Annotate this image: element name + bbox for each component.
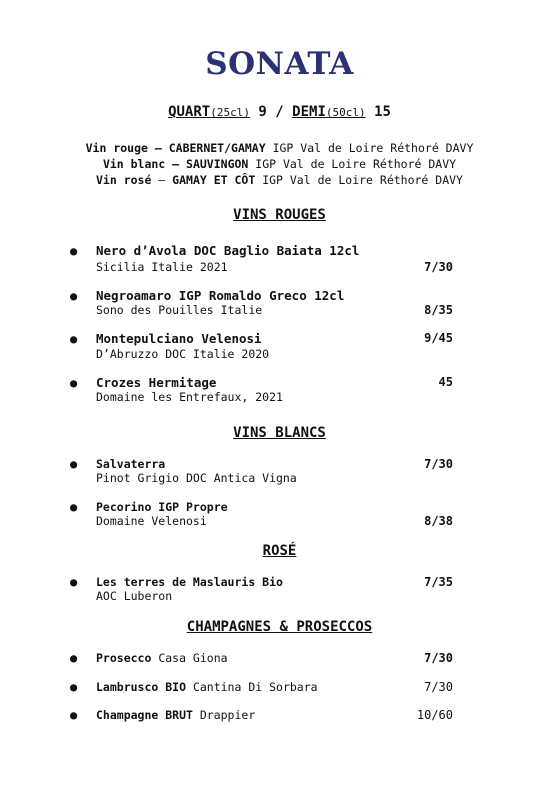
wine-name: Champagne BRUT Drappier (96, 708, 256, 722)
bullet: ● (70, 651, 78, 665)
wine-price: 8/35 (424, 303, 453, 317)
demi-size: (50cl) (325, 106, 366, 119)
wine-name: Prosecco Casa Giona (96, 651, 228, 665)
bullet: ● (70, 244, 78, 258)
quart-size: (25cl) (210, 106, 250, 119)
wine-price: 7/30 (424, 651, 453, 665)
section-title-rose: ROSÉ (262, 543, 297, 559)
section-title-vins-rouges: VINS ROUGES (233, 207, 326, 223)
wine-name: Lambrusco BIO Cantina Di Sorbara (96, 680, 318, 694)
bullet: ● (70, 376, 78, 390)
bullet: ● (70, 575, 78, 589)
wine-name: Nero d’Avola DOC Baglio Baiata 12cl (96, 243, 360, 258)
wine-price: 8/38 (424, 514, 453, 528)
bullet: ● (70, 457, 78, 471)
wine-origin: Sono des Pouilles Italie (96, 303, 263, 317)
wine-origin: D’Abruzzo DOC Italie 2020 (96, 347, 270, 361)
quart-separator: / (275, 104, 284, 120)
quart-label: QUART (168, 104, 211, 120)
wine-origin: AOC Luberon (96, 589, 173, 603)
wine-name: Negroamaro IGP Romaldo Greco 12cl (96, 288, 345, 303)
bullet: ● (70, 680, 78, 694)
house-wine-rose: Vin rosé – GAMAY ET CÔT IGP Val de Loire Réthoré DAVY (96, 173, 463, 187)
wine-name: Salvaterra (96, 457, 166, 471)
wine-price: 7/30 (424, 457, 453, 471)
wine-name: Pecorino IGP Propre (96, 500, 228, 514)
wine-price: 7/35 (424, 575, 453, 589)
wine-origin: Domaine les Entrefaux, 2021 (96, 390, 283, 404)
demi-price: 15 (374, 104, 391, 120)
section-title-vins-blancs: VINS BLANCS (233, 425, 326, 441)
wine-origin: Domaine Velenosi (96, 514, 207, 528)
bullet: ● (70, 500, 78, 514)
wine-name: Montepulciano Velenosi (96, 331, 262, 346)
house-wine-blanc: Vin blanc – SAUVINGON IGP Val de Loire Réthoré DAVY (102, 157, 457, 171)
wine-price: 10/60 (416, 708, 453, 722)
logo: SONATA (205, 46, 354, 82)
house-wine-rouge: Vin rouge – CABERNET/GAMAY IGP Val de Loire Réthoré DAVY (85, 141, 474, 155)
quart-demi-header (0, 104, 559, 120)
wine-price: 45 (438, 375, 453, 389)
wine-price: 7/30 (424, 260, 453, 274)
section-title-champagnes: CHAMPAGNES & PROSECCOS (186, 619, 373, 635)
bullet: ● (70, 332, 78, 346)
bullet: ● (70, 708, 78, 722)
quart-price: 9 (258, 104, 267, 120)
wine-name: Les terres de Maslauris Bio (96, 575, 283, 589)
wine-price: 7/30 (424, 680, 453, 694)
wine-name: Crozes Hermitage (96, 375, 217, 390)
bullet: ● (70, 289, 78, 303)
wine-price: 9/45 (424, 331, 453, 345)
wine-origin: Pinot Grigio DOC Antica Vigna (96, 471, 297, 485)
demi-label: DEMI (292, 104, 326, 120)
wine-origin: Sicilia Italie 2021 (96, 260, 228, 274)
